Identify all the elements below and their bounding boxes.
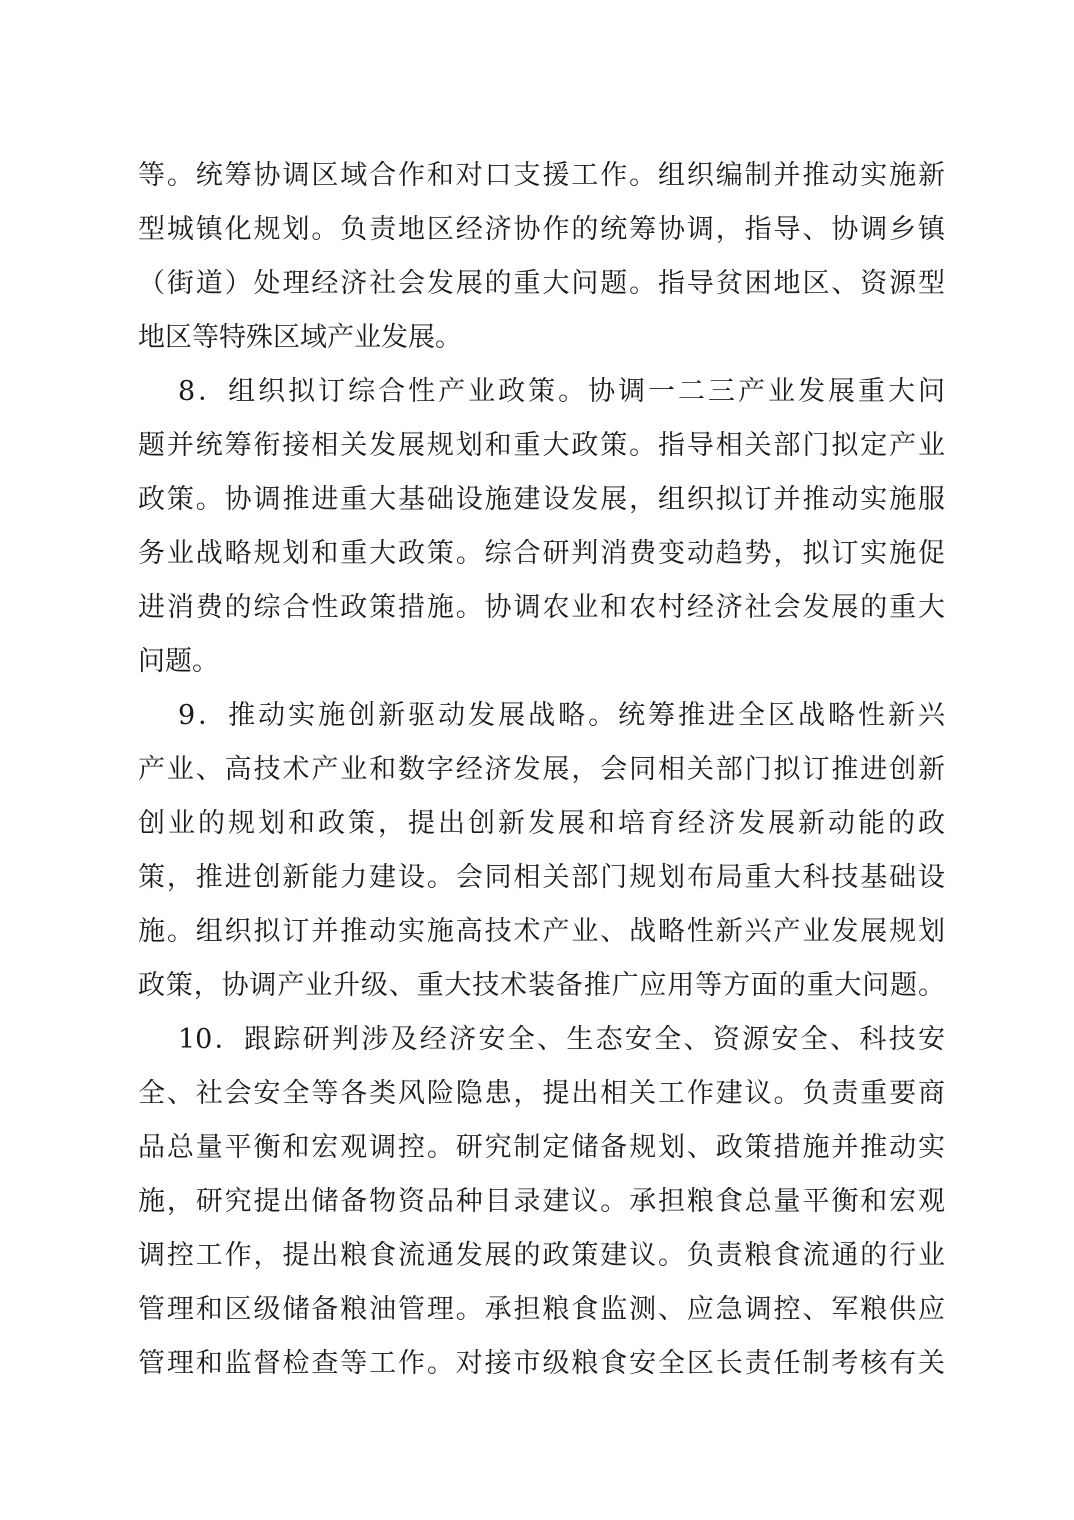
text-line: 9．推动实施创新驱动发展战略。统筹推进全区战略性新兴 [178, 700, 945, 731]
text-line: 型城镇化规划。负责地区经济协作的统筹协调，指导、协调乡镇 [138, 214, 945, 245]
text-line: 10．跟踪研判涉及经济安全、生态安全、资源安全、科技安 [178, 1024, 945, 1055]
text-line: 管理和监督检查等工作。对接市级粮食安全区长责任制考核有关 [138, 1348, 945, 1379]
text-line: 创业的规划和政策，提出创新发展和培育经济发展新动能的政 [138, 808, 945, 839]
text-line: 品总量平衡和宏观调控。研究制定储备规划、政策措施并推动实 [138, 1132, 945, 1163]
text-line: 题并统筹衔接相关发展规划和重大政策。指导相关部门拟定产业 [138, 430, 945, 461]
text-line: 施，研究提出储备物资品种目录建议。承担粮食总量平衡和宏观 [138, 1186, 945, 1217]
text-line: （街道）处理经济社会发展的重大问题。指导贫困地区、资源型 [138, 268, 945, 299]
text-line: 管理和区级储备粮油管理。承担粮食监测、应急调控、军粮供应 [138, 1294, 945, 1325]
text-line: 政策，协调产业升级、重大技术装备推广应用等方面的重大问题。 [138, 970, 945, 1001]
document-body [138, 149, 945, 1391]
text-line: 等。统筹协调区域合作和对口支援工作。组织编制并推动实施新 [138, 160, 945, 191]
text-line: 施。组织拟订并推动实施高技术产业、战略性新兴产业发展规划 [138, 916, 945, 947]
text-line: 产业、高技术产业和数字经济发展，会同相关部门拟订推进创新 [138, 754, 945, 785]
paragraph-item-9 [138, 689, 945, 1013]
text-line: 全、社会安全等各类风险隐患，提出相关工作建议。负责重要商 [138, 1078, 945, 1109]
paragraph-item-10 [138, 1013, 945, 1391]
text-line: 8．组织拟订综合性产业政策。协调一二三产业发展重大问 [178, 376, 945, 407]
text-line: 调控工作，提出粮食流通发展的政策建议。负责粮食流通的行业 [138, 1240, 945, 1271]
text-line: 问题。 [138, 646, 219, 677]
text-line: 地区等特殊区域产业发展。 [138, 322, 462, 353]
text-line: 策，推进创新能力建设。会同相关部门规划布局重大科技基础设 [138, 862, 945, 893]
paragraph-item-8 [138, 365, 945, 689]
text-line: 政策。协调推进重大基础设施建设发展，组织拟订并推动实施服 [138, 484, 945, 515]
paragraph-continuation [138, 149, 945, 365]
text-line: 进消费的综合性政策措施。协调农业和农村经济社会发展的重大 [138, 592, 945, 623]
text-line: 务业战略规划和重大政策。综合研判消费变动趋势，拟订实施促 [138, 538, 945, 569]
